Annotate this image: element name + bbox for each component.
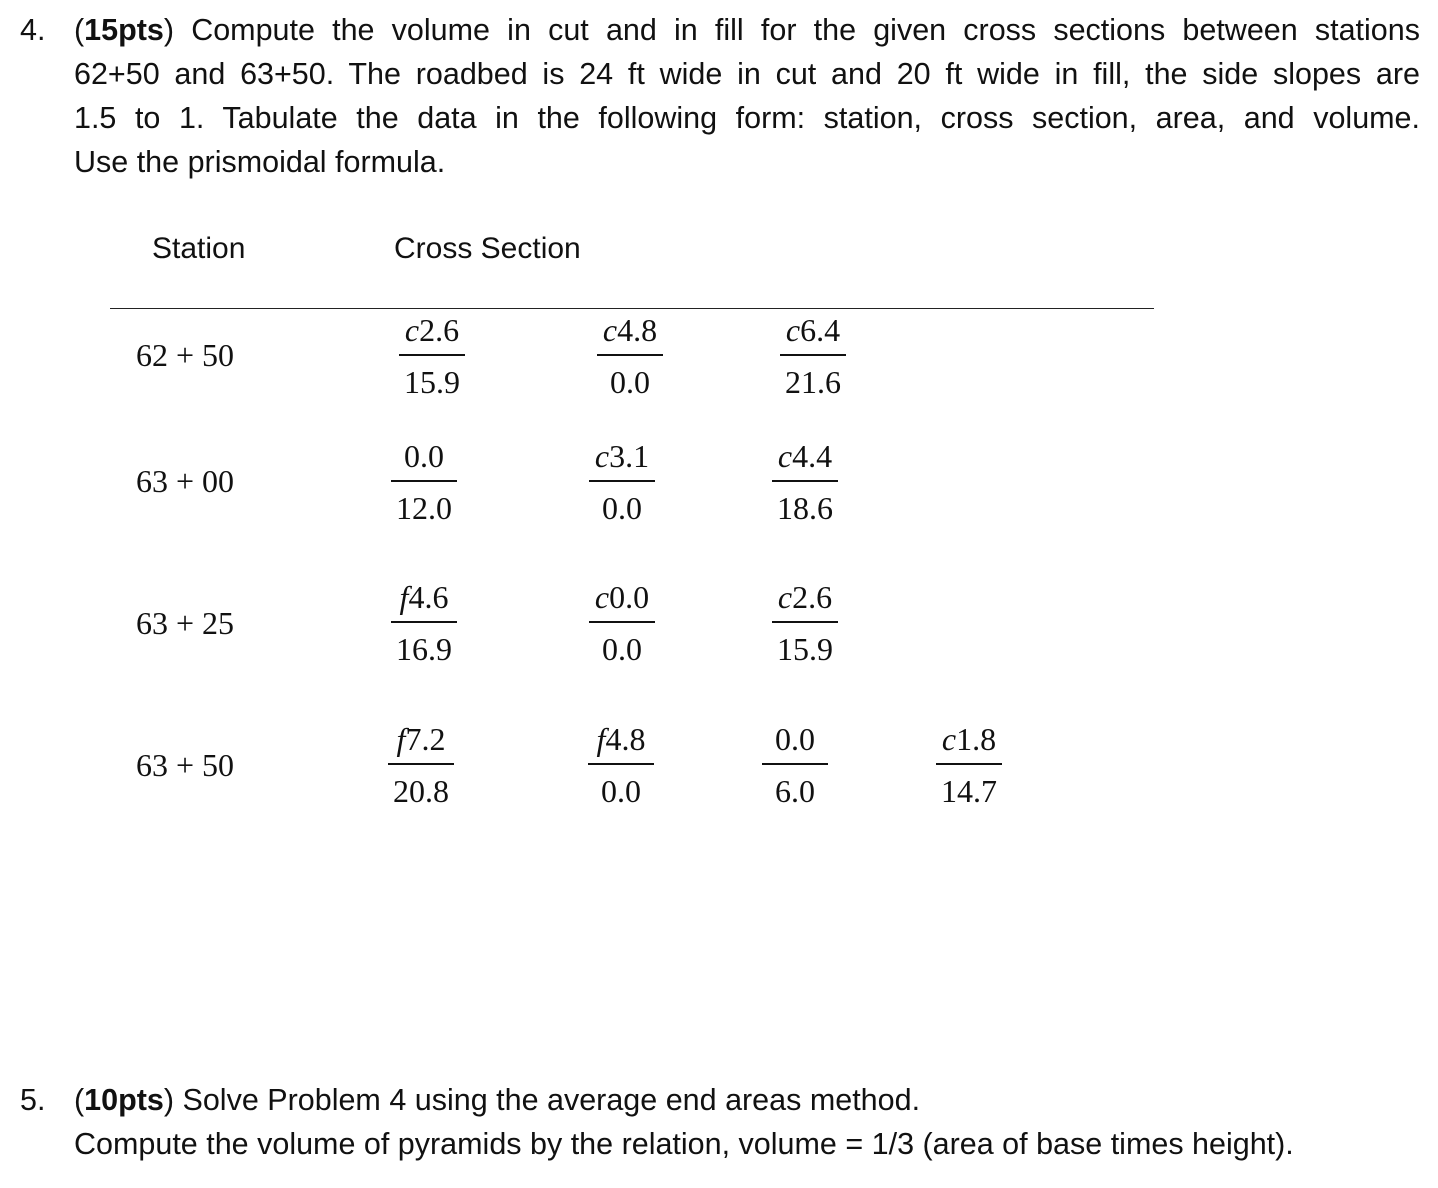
fraction-bar	[772, 621, 838, 623]
cross-section-fraction: c4.4 18.6	[765, 440, 845, 524]
cross-section-fraction: c4.8 0.0	[590, 314, 670, 398]
problem-5-line: Compute the volume of pyramids by the relation, volume = 1/3 (area of base times height).	[74, 1127, 1294, 1161]
cross-section-fraction: c6.4 21.6	[773, 314, 853, 398]
fraction-bar	[780, 354, 846, 356]
fraction-bar	[391, 480, 457, 482]
fraction-bar	[936, 763, 1002, 765]
fraction-bar	[772, 480, 838, 482]
problem-4-line: 1.5 to 1. Tabulate the data in the following form: station, cross section, area, and volume.	[74, 101, 1420, 135]
fraction-bar	[588, 763, 654, 765]
cross-section-fraction: f4.6 16.9	[384, 581, 464, 665]
problem-4-text	[74, 8, 1420, 184]
station-label: 63 + 00	[136, 463, 235, 499]
station-label: 63 + 50	[136, 747, 235, 783]
cross-section-fraction: c2.6 15.9	[392, 314, 472, 398]
cross-section-fraction: 0.0 6.0	[755, 723, 835, 807]
station-header: Station	[152, 232, 246, 265]
fraction-bar	[399, 354, 465, 356]
station-label: 63 + 25	[136, 605, 235, 641]
fraction-bar	[589, 480, 655, 482]
fraction-bar	[589, 621, 655, 623]
fraction-bar	[391, 621, 457, 623]
fraction-bar	[388, 763, 454, 765]
problem-4-line: 62+50 and 63+50. The roadbed is 24 ft wide in cut and 20 ft wide in fill, the side slopes are	[74, 57, 1420, 91]
cross-section-fraction: c3.1 0.0	[582, 440, 662, 524]
fraction-bar	[597, 354, 663, 356]
problem-4	[20, 8, 1420, 188]
cross-section-fraction: f7.2 20.8	[381, 723, 461, 807]
problem-4-number: 4.	[20, 13, 46, 47]
fraction-bar	[762, 763, 828, 765]
cross-section-fraction: c0.0 0.0	[582, 581, 662, 665]
cross-section-header: Cross Section	[394, 232, 581, 265]
problem-5-line: (10pts) Solve Problem 4 using the average end areas method.	[74, 1083, 921, 1117]
cross-section-fraction: c2.6 15.9	[765, 581, 845, 665]
problem-5-points: 10pts	[84, 1083, 164, 1117]
header-rule	[110, 308, 1154, 309]
problem-4-points: 15pts	[84, 13, 164, 47]
problem-5-text	[74, 1078, 1420, 1166]
problem-5	[20, 1078, 1420, 1168]
cross-section-fraction: f4.8 0.0	[581, 723, 661, 807]
cross-section-fraction: c1.8 14.7	[929, 723, 1009, 807]
problem-5-number: 5.	[20, 1083, 46, 1117]
problem-4-line: Use the prismoidal formula.	[74, 145, 446, 179]
station-label: 62 + 50	[136, 337, 235, 373]
cross-section-fraction: 0.0 12.0	[384, 440, 464, 524]
problem-4-line: (15pts) Compute the volume in cut and in fill for the given cross sections between stations	[74, 13, 1420, 47]
